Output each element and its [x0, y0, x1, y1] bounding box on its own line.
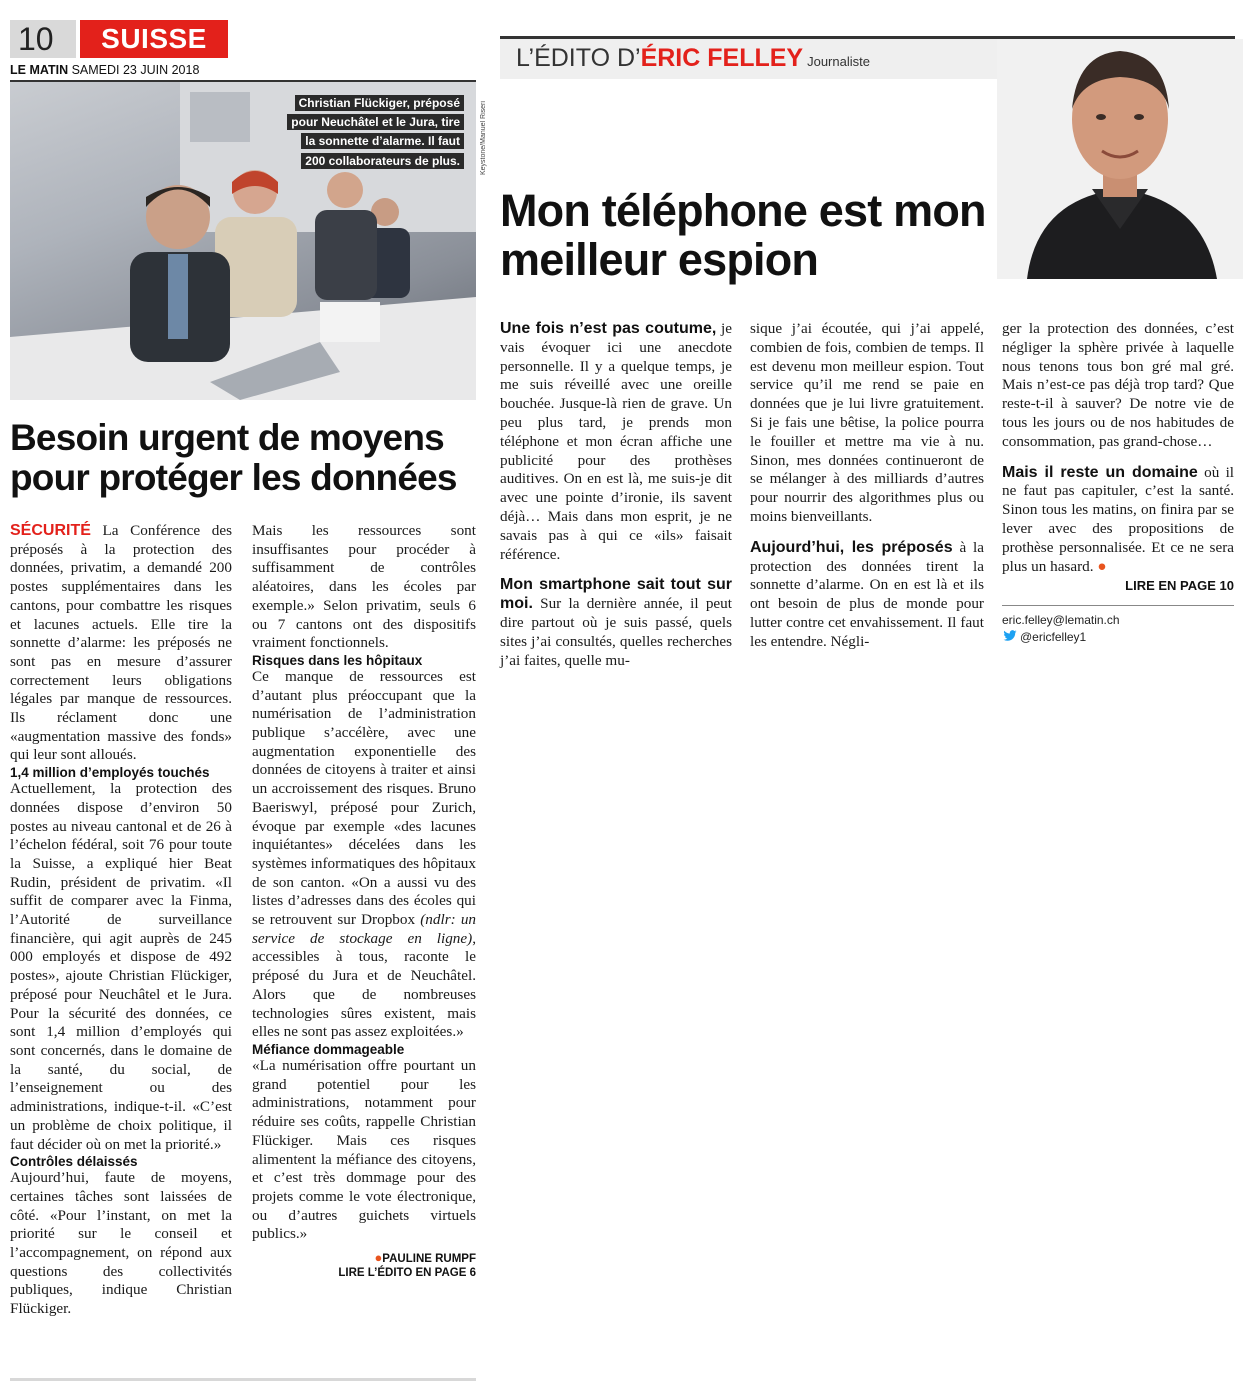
edito-label-prefix: L’ÉDITO D’ — [516, 44, 641, 72]
edito-paragraph: sique j’ai écoutée, qui j’ai appelé, combien de fois, combien de temps. Il est devenu mon meilleur espion. Tout service qu’il me rend se paie en données que je lui livre gratuitement. Si je fais une bêtise, la police pourra le fouiller et mettre ma vie à nu. Sinon, mes données continueront de se mélanger à des milliards d’autres pour nourrir des algorithmes plus ou moins bienveillants. — [750, 320, 984, 525]
edito-paragraph — [1002, 464, 1234, 577]
author-twitter[interactable] — [1002, 629, 1234, 646]
edito-author-role: Journaliste — [807, 54, 870, 69]
photo-person-3-body — [315, 210, 377, 300]
article-subhead: Méfiance dommageable — [252, 1041, 405, 1057]
edito-author: ÉRIC FELLEY — [640, 44, 804, 72]
article-note: (ndlr: un service de stockage en ligne) — [252, 911, 477, 947]
article-byline — [252, 1250, 476, 1265]
edito-column-3 — [1002, 320, 1234, 646]
end-bullet-icon: ● — [1097, 557, 1107, 575]
portrait-left-eye — [1096, 114, 1106, 120]
see-page-link[interactable]: LIRE EN PAGE 10 — [1125, 578, 1234, 594]
photo-caption — [284, 94, 464, 171]
article-text: , accessibles à tous, raconte le préposé du Jura et de Neuchâtel. Alors que de nombreuses technologies sûres existent, mais elles ne sont pas assez exploitées.» — [252, 929, 476, 1041]
article-kicker: SÉCURITÉ — [10, 522, 91, 539]
contact-rule — [1002, 605, 1234, 606]
article-paragraph: Actuellement, la protection des données dispose d’environ 50 postes au niveau cantonal et de 26 à l’échelon fédéral, soit 76 pour toute la Suisse, a expliqué hier Beat Rudin, président de privatim. «Il suffit de comparer avec la Finma, l’Autorité de surveillance financière, qui agit auprès de 245 000 employés et dispose de 492 postes», ajoute Christian Flückiger, préposé pour Neuchâtel et le Jura. Pour la sécurité des données, ce sont 1,4 million d’employés qui sont concernés, dans le domaine de la santé, du social, de l’enseignement ou des administrations, indique-t-il. «C’est un problème de choix politique, il faut décider où on met la priorité.» — [10, 780, 232, 1153]
section-tag: SUISSE — [80, 20, 228, 58]
photo-caption-text: Christian Flückiger, préposé pour Neuchâtel et le Jura, tire la sonnette d’alarme. Il faut 200 collaborateurs de plus. — [287, 95, 464, 169]
twitter-handle: @ericfelley1 — [1020, 630, 1087, 645]
article-text: La Conférence des préposés à la protection des données, privatim, a demandé 200 postes supplémentaires dans les cantons, pour combattre les risques et lacunes actuels. Elle tire la sonnette d’alarme: les préposés ne sont pas en mesure d’assurer correctement leurs obligations légales par manque de ressources. Ils réclament donc une «augmentation massive des fonds» qui leur sont alloués. — [10, 522, 232, 764]
edito-column-2 — [750, 320, 984, 652]
edito-lead: Une fois n’est pas coutume, — [500, 320, 717, 337]
edito-paragraph: ger la protection des données, c’est négliger la sphère privée à laquelle nous tenons tous bon gré mal gré. Mais n’est-ce pas déjà trop tard? Que reste-t-il à sauver? De notre vie de tous les jours ou de nos habitudes de consommation, pas grand-chose… — [1002, 320, 1234, 450]
article-column-2 — [252, 522, 476, 1279]
photo-person-1-tie — [168, 254, 188, 339]
press-conference-photo — [10, 82, 476, 400]
edito-lead: Mon smartphone sait tout sur moi. — [500, 576, 732, 613]
photo-credit: Keystone/Manuel Riseri — [480, 101, 487, 175]
photo-screen — [190, 92, 250, 142]
footer-rule — [10, 1378, 476, 1381]
portrait-illustration — [997, 39, 1243, 279]
edito-lead: Mais il reste un domaine — [1002, 463, 1198, 481]
issue-date: SAMEDI 23 JUIN 2018 — [71, 63, 200, 77]
article-text: Ce manque de ressources est d’autant plus préoccupant que la numérisation de l’administration publique s’accélère, avec une augmentation exponentielle des données de citoyens à traiter et ainsi un accroissement des risques. Bruno Baeriswyl, préposé pour Zurich, évoque par exemple «des lacunes inquiétantes» décelées dans les systèmes informatiques des hôpitaux de son canton. «On a aussi vu des listes d’adresses dans des écoles qui se retrouvent sur Dropbox — [252, 667, 476, 929]
edito-paragraph — [500, 576, 732, 670]
edito-paragraph — [500, 320, 732, 564]
edito-text: je vais évoquer ici une anecdote personnelle. Il y a quelque temps, je me suis réveillé avec une oreille bouchée. Jusque-là rien de grave. Un peu plus tard, je prends mon téléphone et mon écran affiche une publicité pour des prothèses auditives. On en est là, me suis-je dit avec une pointe d’ironie, ils savent déjà… Mais dans mon esprit, je ne savais pas à qui ce «ils» faisait référence. — [500, 320, 733, 563]
edito-text: à la protection des données tirent la sonnette d’alarme. On en est là et ils ont besoin de plus de monde pour lutter contre cet envahissement. Il faut les entendre. Négli- — [750, 538, 985, 650]
article-paragraph — [10, 522, 232, 765]
author-portrait — [997, 39, 1243, 279]
author-email[interactable]: eric.felley@lematin.ch — [1002, 613, 1120, 628]
byline-author: PAULINE RUMPF — [382, 1253, 476, 1266]
edito-lead: Aujourd’hui, les préposés — [750, 538, 953, 556]
edito-column-1 — [500, 320, 732, 670]
article-paragraph: «La numérisation offre pourtant un grand potentiel pour les administrations, notamment pour réduire ses coûts, rappelle Christian Flückiger. Mais ces risques alimentent la méfiance des citoyens, et c’est très dommage pour des projets comme le vote électronique, ou d’autres guichets virtuels publics.» — [252, 1056, 476, 1243]
article-headline: Besoin urgent de moyens pour protéger les données — [10, 417, 457, 498]
article-paragraph: Aujourd’hui, faute de moyens, certaines tâches sont laissées de côté. «Pour l’instant, on met la priorité sur le conseil et l’accompagnement, on répond aux questions des collectivités publiques, indique Christian Flückiger. — [10, 1169, 232, 1318]
paper-name: LE MATIN — [10, 63, 69, 77]
article-subhead: Risques dans les hôpitaux — [252, 652, 423, 668]
edito-headline: Mon téléphone est mon meilleur espion — [500, 185, 986, 285]
paper-dateline — [10, 63, 199, 77]
edito-text: Sur la dernière année, il peut dire partout où je suis passé, quels sites j’ai consultés, quelles recherches j’ai faites, quelle mu- — [500, 595, 732, 669]
twitter-icon — [1002, 630, 1018, 642]
edito-paragraph — [750, 539, 984, 652]
portrait-right-eye — [1134, 114, 1144, 120]
page-number: 10 — [10, 20, 76, 58]
edito-label — [516, 44, 870, 73]
bullet-icon: ● — [374, 1250, 383, 1266]
article-paragraph: Mais les ressources sont insuffisantes pour procéder à suffisamment de contrôles aléatoires, dans les écoles par exemple.» Selon privatim, seuls 6 ou 7 cantons ont des dispositifs vraiment fonctionnels. — [252, 522, 476, 652]
photo-name-plate — [320, 302, 380, 342]
edito-text: où il ne faut pas capituler, c’est la santé. Sinon tous les matins, on finira par se lever avec des propositions de prothèse personnalisée. Et ce ne sera plus un hasard. — [1002, 463, 1235, 575]
article-subhead: Contrôles délaissés — [10, 1154, 138, 1170]
article-subhead: 1,4 million d’employés touchés — [10, 765, 210, 781]
article-paragraph — [252, 668, 476, 1042]
article-column-1 — [10, 522, 232, 1319]
photo-person-3-head — [327, 172, 363, 208]
see-edito-link[interactable]: LIRE L’ÉDITO EN PAGE 6 — [338, 1267, 476, 1280]
